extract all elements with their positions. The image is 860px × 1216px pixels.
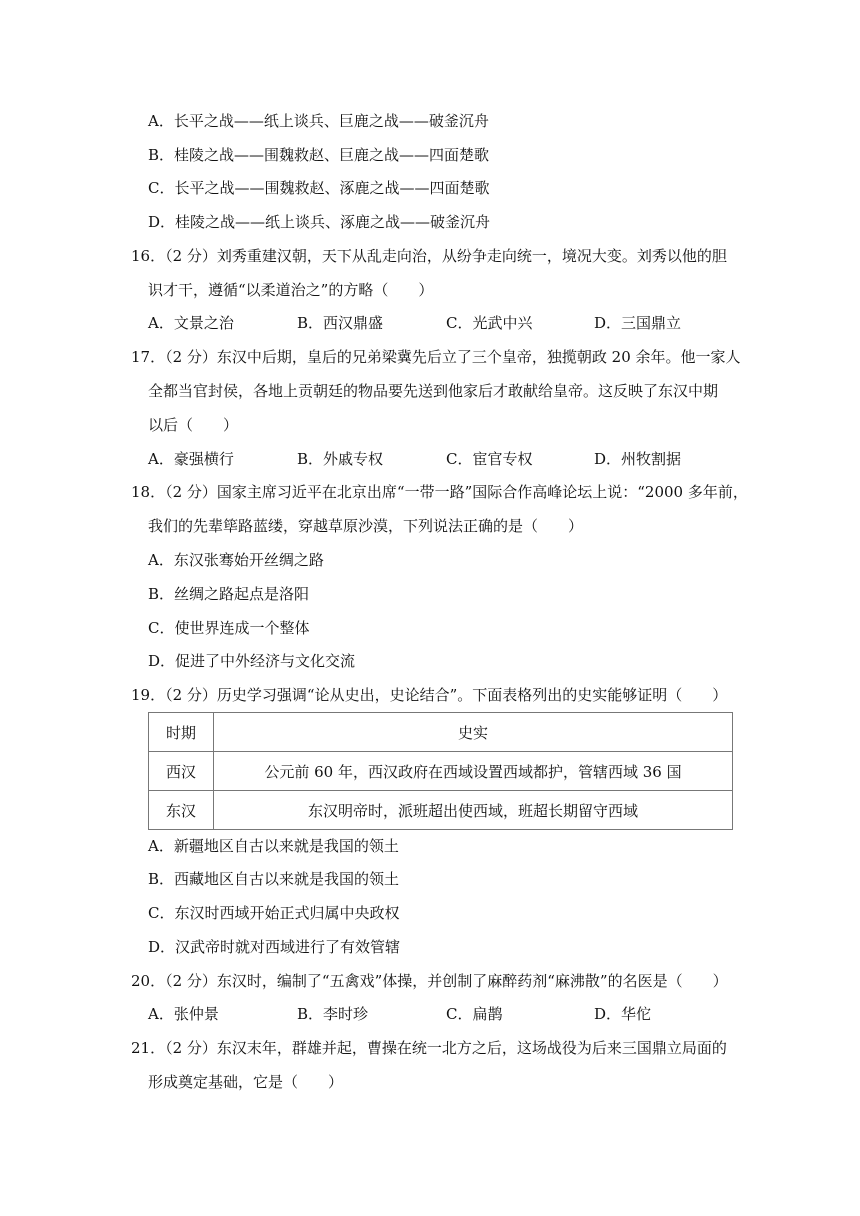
- question-18-text-cont: 我们的先辈筚路蓝缕，穿越草原沙漠，下列说法正确的是（ ）: [148, 517, 584, 535]
- question-20-options: [0, 1004, 860, 1024]
- option-c: C．东汉时西域开始正式归属中央政权: [148, 904, 400, 922]
- history-facts-table: [148, 712, 733, 830]
- option-d: D．桂陵之战——纸上谈兵、涿鹿之战——破釜沉舟: [148, 213, 491, 231]
- question-16-text: 16．（2 分）刘秀重建汉朝，天下从乱走向治，从纷争走向统一，境况大变。刘秀以他的胆: [131, 247, 727, 265]
- table-cell: 东汉明帝时，派班超出使西域，班超长期留守西域: [214, 791, 733, 830]
- question-17-text-cont: 全都当官封侯，各地上贡朝廷的物品要先送到他家后才敢献给皇帝。这反映了东汉中期: [148, 382, 719, 400]
- question-21-text: 21．（2 分）东汉末年，群雄并起，曹操在统一北方之后，这场战役为后来三国鼎立局面的: [131, 1039, 727, 1057]
- option-b: B．桂陵之战——围魏救赵、巨鹿之战——四面楚歌: [148, 146, 490, 164]
- option-b: B．西藏地区自古以来就是我国的领土: [148, 870, 400, 888]
- option-c: C．光武中兴: [446, 314, 533, 332]
- table-row: [149, 791, 733, 830]
- option-d: D．华佗: [594, 1005, 652, 1023]
- option-d: D．三国鼎立: [594, 314, 682, 332]
- option-a: A．东汉张骞始开丝绸之路: [148, 551, 324, 569]
- option-c: C．宦官专权: [446, 450, 533, 468]
- option-a: A．文景之治: [148, 314, 234, 332]
- table-header-cell: 时期: [149, 713, 214, 752]
- table-cell: 西汉: [149, 752, 214, 791]
- option-a: A．新疆地区自古以来就是我国的领土: [148, 837, 399, 855]
- table-cell: 东汉: [149, 791, 214, 830]
- option-c: C．长平之战——围魏救赵、涿鹿之战——四面楚歌: [148, 179, 490, 197]
- table-header-row: [149, 713, 733, 752]
- option-d: D．汉武帝时就对西域进行了有效管辖: [148, 938, 401, 956]
- option-b: B．丝绸之路起点是洛阳: [148, 585, 310, 603]
- question-16-options: [0, 313, 860, 333]
- question-19-text: 19．（2 分）历史学习强调“论从史出，史论结合”。下面表格列出的史实能够证明（ ）: [131, 686, 728, 704]
- option-a: A．豪强横行: [148, 450, 234, 468]
- table-header-cell: 史实: [214, 713, 733, 752]
- question-18-text: 18．（2 分）国家主席习近平在北京出席“一带一路”国际合作高峰论坛上说：“2000 多年前，: [131, 483, 748, 501]
- question-17-options: [0, 449, 860, 469]
- question-17-text-cont: 以后（ ）: [148, 416, 239, 434]
- question-21-text-cont: 形成奠定基础，它是（ ）: [148, 1073, 344, 1091]
- option-d: D．州牧割据: [594, 450, 682, 468]
- option-b: B．外戚专权: [297, 450, 384, 468]
- question-16-text-cont: 识才干，遵循“以柔道治之”的方略（ ）: [148, 281, 434, 299]
- option-d: D．促进了中外经济与文化交流: [148, 652, 356, 670]
- option-a: A．长平之战——纸上谈兵、巨鹿之战——破釜沉舟: [148, 112, 489, 130]
- option-b: B．西汉鼎盛: [297, 314, 384, 332]
- question-20-text: 20．（2 分）东汉时，编制了“五禽戏”体操，并创制了麻醉药剂“麻沸散”的名医是（ ）: [131, 972, 728, 990]
- table-row: [149, 752, 733, 791]
- option-c: C．扁鹊: [446, 1005, 503, 1023]
- option-a: A．张仲景: [148, 1005, 219, 1023]
- option-c: C．使世界连成一个整体: [148, 619, 310, 637]
- table-cell: 公元前 60 年，西汉政府在西域设置西域都护，管辖西域 36 国: [214, 752, 733, 791]
- option-b: B．李时珍: [297, 1005, 369, 1023]
- question-17-text: 17．（2 分）东汉中后期，皇后的兄弟梁冀先后立了三个皇帝，独揽朝政 20 余年。他一家人: [131, 348, 741, 366]
